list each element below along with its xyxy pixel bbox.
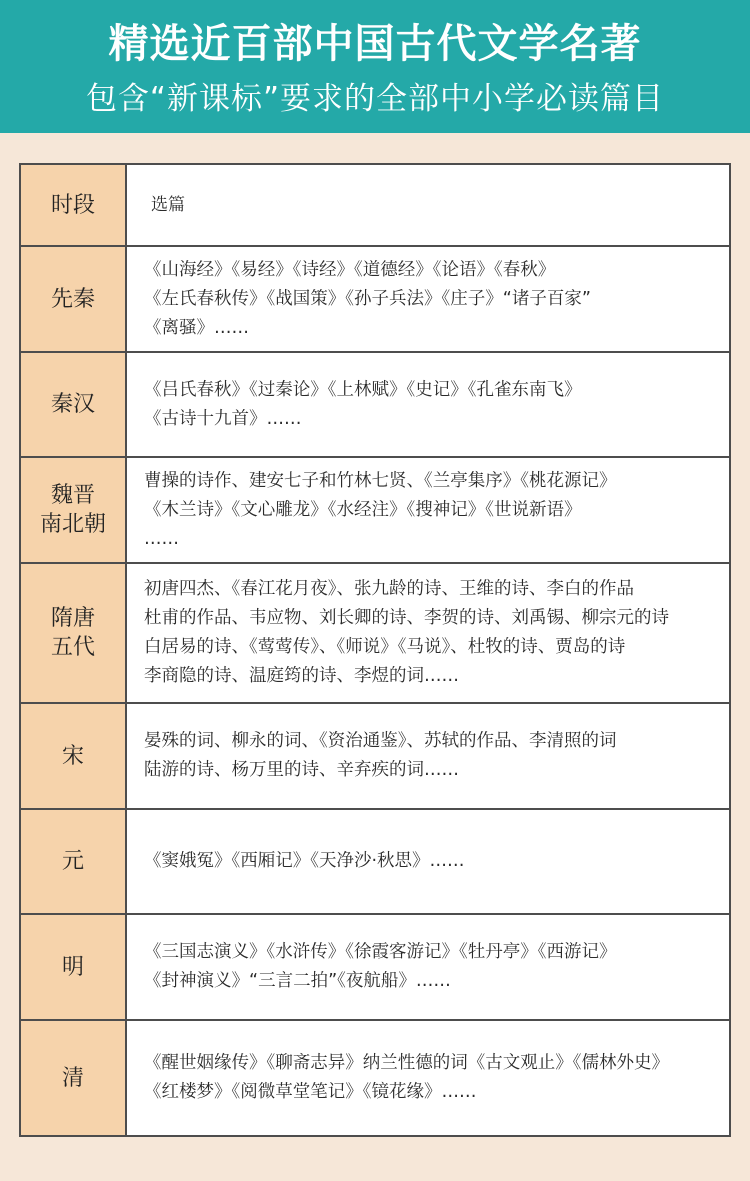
literature-table — [19, 163, 731, 1137]
period-cell: 魏晋 南北朝 — [21, 458, 127, 562]
table-row — [21, 704, 729, 810]
table-row — [21, 564, 729, 704]
column-header-period: 时段 — [21, 165, 127, 245]
table-row — [21, 458, 729, 564]
works-cell: 初唐四杰、《春江花月夜》、张九龄的诗、王维的诗、李白的作品 杜甫的作品、韦应物、刘长卿的诗、李贺的诗、刘禹锡、柳宗元的诗 白居易的诗、《莺莺传》、《师说》《马说》、杜牧的诗、贾岛的诗 李商隐的诗、温庭筠的诗、李煜的词…… — [144, 579, 669, 686]
period-cell: 清 — [21, 1021, 127, 1135]
table-row — [21, 810, 729, 915]
banner-title: 精选近百部中国古代文学名著 — [108, 20, 642, 67]
works-cell: 《窦娥冤》《西厢记》《天净沙·秋思》…… — [144, 851, 465, 871]
banner-subtitle: 包含“新课标”要求的全部中小学必读篇目 — [85, 81, 665, 117]
column-header-works: 选篇 — [151, 194, 185, 215]
period-cell: 宋 — [21, 704, 127, 808]
works-cell: 曹操的诗作、建安七子和竹林七贤、《兰亭集序》《桃花源记》 《木兰诗》《文心雕龙》《水经注》《搜神记》《世说新语》 …… — [144, 470, 617, 549]
period-cell: 先秦 — [21, 247, 127, 351]
period-cell: 明 — [21, 915, 127, 1019]
table-row — [21, 247, 729, 353]
works-cell: 晏殊的词、柳永的词、《资治通鉴》、苏轼的作品、李清照的词 陆游的诗、杨万里的诗、辛弃疾的词…… — [144, 731, 617, 780]
works-cell: 《山海经》《易经》《诗经》《道德经》《论语》《春秋》 《左氏春秋传》《战国策》《孙子兵法》《庄子》“诸子百家” 《离骚》…… — [144, 259, 591, 338]
period-cell: 秦汉 — [21, 353, 127, 456]
period-cell: 元 — [21, 810, 127, 913]
table-row — [21, 353, 729, 458]
works-cell: 《醒世姻缘传》《聊斋志异》纳兰性德的词《古文观止》《儒林外史》 《红楼梦》《阅微草堂笔记》《镜花缘》…… — [144, 1053, 669, 1102]
period-cell: 隋唐 五代 — [21, 564, 127, 702]
table-row — [21, 1021, 729, 1135]
table-row — [21, 915, 729, 1021]
header-banner — [0, 0, 750, 133]
works-cell: 《三国志演义》《水浒传》《徐霞客游记》《牡丹亭》《西游记》 《封神演义》“三言二拍”《夜航船》…… — [144, 942, 617, 991]
works-cell: 《吕氏春秋》《过秦论》《上林赋》《史记》《孔雀东南飞》 《古诗十九首》…… — [144, 379, 582, 429]
table-header-row — [21, 165, 729, 247]
